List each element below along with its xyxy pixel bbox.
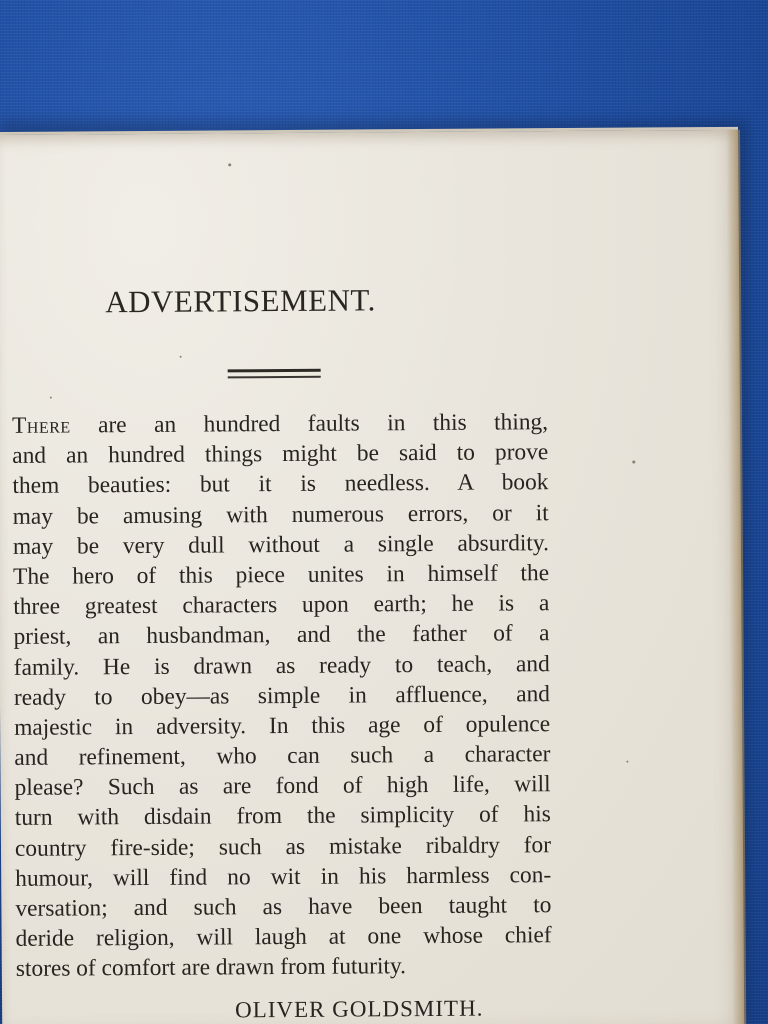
text-line: them beauties: but it is needless. A book — [12, 469, 549, 500]
author-signature: OLIVER GOLDSMITH. — [235, 995, 484, 1023]
text-line: please? Such as are fond of high life, will — [14, 771, 551, 802]
text-line-last: stores of comfort are drawn from futurity. — [15, 953, 407, 983]
divider-thin-rule — [228, 376, 321, 378]
text-line: humour, will find no wit in his harmless con- — [15, 861, 552, 892]
first-word: There — [11, 412, 71, 439]
paper-speck — [50, 397, 52, 399]
heading-divider — [228, 369, 321, 379]
text-line: deride religion, will laugh at one whose chief — [15, 922, 552, 953]
text-line: turn with disdain from the simplicity of his — [14, 801, 551, 832]
text-line: and refinement, who can such a character — [14, 741, 551, 771]
text-line: The hero of this piece unites in himself the — [13, 560, 550, 590]
text-line: priest, an husbandman, and the father of a — [13, 620, 550, 651]
text-line-1-rest: are an hundred faults in this thing, — [70, 409, 549, 439]
text-line: family. He is drawn as ready to teach, and — [13, 650, 550, 681]
paper-speck — [228, 163, 231, 166]
text-line: three greatest characters upon earth; he is a — [13, 590, 550, 621]
text-line-1 — [12, 407, 548, 441]
paper-speck — [180, 356, 182, 358]
paper-speck — [626, 761, 628, 763]
text-line: may be very dull without a single absurdity. — [12, 529, 549, 560]
text-line: country fire-side; such as mistake ribaldry for — [14, 831, 552, 862]
book-page — [0, 127, 744, 1024]
advertisement-body — [12, 407, 552, 984]
text-line: ready to obey—as simple in affluence, and — [13, 680, 551, 711]
paper-speck — [632, 461, 635, 464]
page-heading: ADVERTISEMENT. — [105, 282, 376, 320]
divider-thick-rule — [228, 369, 321, 373]
text-line: may be amusing with numerous errors, or it — [12, 499, 549, 530]
text-line: majestic in adversity. In this age of opulence — [14, 711, 551, 741]
text-line: versation; and such as have been taught to — [15, 892, 552, 922]
text-line: and an hundred things might be said to prove — [12, 439, 549, 470]
